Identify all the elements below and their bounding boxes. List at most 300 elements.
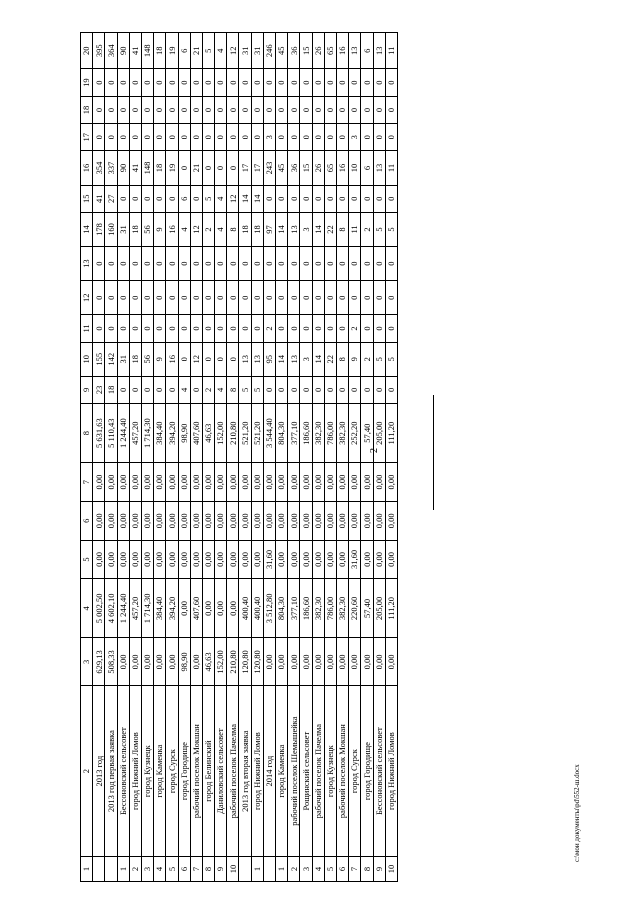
table-cell: 0 xyxy=(154,376,166,403)
table-cell: 0,00 xyxy=(349,463,361,502)
table-cell: 0,00 xyxy=(251,463,263,502)
table-cell: 0 xyxy=(154,185,166,212)
table-row xyxy=(141,33,153,882)
table-cell: 0 xyxy=(190,281,202,315)
table-cell: 0 xyxy=(190,96,202,123)
table-cell: 4 602,10 xyxy=(105,579,117,638)
table-cell: 804,30 xyxy=(276,404,288,463)
table-cell: 0 xyxy=(336,281,348,315)
table-cell: 0 xyxy=(276,185,288,212)
column-header: 2 xyxy=(81,686,93,857)
table-cell: 246 xyxy=(263,33,275,69)
table-cell: 0 xyxy=(215,69,227,96)
table-cell: 0 xyxy=(288,96,300,123)
table-cell: 0 xyxy=(227,124,239,151)
table-cell: 0 xyxy=(129,315,141,342)
table-cell: 0,00 xyxy=(263,638,275,686)
table-cell: 0 xyxy=(373,185,385,212)
table-cell: 0 xyxy=(324,124,336,151)
table-cell: 5 xyxy=(385,342,397,376)
table-cell: 0,00 xyxy=(324,638,336,686)
table-cell: 0 xyxy=(166,124,178,151)
table-cell: 0,00 xyxy=(263,463,275,502)
table-cell: 2 xyxy=(263,315,275,342)
table-cell: 19 xyxy=(166,33,178,69)
table-cell: 0 xyxy=(312,185,324,212)
table-cell: 31,60 xyxy=(263,540,275,579)
table-cell: 0 xyxy=(215,124,227,151)
table-cell: 0 xyxy=(129,185,141,212)
rotated-table-container xyxy=(80,32,640,882)
table-cell: 21 xyxy=(190,151,202,185)
table-row xyxy=(215,33,227,882)
table-cell: 0 xyxy=(251,96,263,123)
table-cell: 2 xyxy=(361,212,373,246)
table-cell: 382,30 xyxy=(336,579,348,638)
table-cell: 3 xyxy=(300,856,312,881)
table-cell: 0 xyxy=(178,96,190,123)
table-cell: 0 xyxy=(190,124,202,151)
row-name-cell: 2013 год xyxy=(93,686,105,857)
table-cell: 0,00 xyxy=(276,540,288,579)
table-cell: 3 512,80 xyxy=(263,579,275,638)
table-cell: 160 xyxy=(105,212,117,246)
table-row xyxy=(251,33,263,882)
table-row xyxy=(361,33,373,882)
table-cell: 90 xyxy=(117,151,129,185)
table-cell: 0,00 xyxy=(105,463,117,502)
table-cell: 2 xyxy=(129,856,141,881)
table-cell: 2 xyxy=(349,315,361,342)
table-cell: 18 xyxy=(239,212,251,246)
table-cell: 0 xyxy=(324,315,336,342)
table-cell: 0,00 xyxy=(385,501,397,540)
table-cell: 384,40 xyxy=(154,404,166,463)
table-row xyxy=(349,33,361,882)
table-cell: 0,00 xyxy=(312,501,324,540)
table-cell: 0,00 xyxy=(373,463,385,502)
table-cell: 14 xyxy=(276,342,288,376)
table-cell: 8 xyxy=(227,376,239,403)
table-cell: 0 xyxy=(141,315,153,342)
table-cell: 0 xyxy=(361,96,373,123)
table-cell: 0,00 xyxy=(117,463,129,502)
table-cell: 0 xyxy=(105,281,117,315)
table-cell: 0,00 xyxy=(227,501,239,540)
table-cell: 120,80 xyxy=(239,638,251,686)
table-cell: 0 xyxy=(202,281,214,315)
table-cell: 0,00 xyxy=(227,463,239,502)
table-cell: 0 xyxy=(215,247,227,281)
table-cell: 0 xyxy=(251,281,263,315)
table-cell: 364 xyxy=(105,33,117,69)
table-cell: 0 xyxy=(336,185,348,212)
table-cell: 0,00 xyxy=(251,501,263,540)
table-cell: 0,00 xyxy=(141,540,153,579)
table-cell: 0 xyxy=(385,69,397,96)
table-cell: 148 xyxy=(141,151,153,185)
table-cell: 0 xyxy=(276,69,288,96)
table-cell: 0 xyxy=(154,96,166,123)
table-cell: 11 xyxy=(349,212,361,246)
table-cell: 0,00 xyxy=(178,501,190,540)
table-cell: 31 xyxy=(251,33,263,69)
table-cell: 0 xyxy=(373,96,385,123)
table-cell: 0,00 xyxy=(215,540,227,579)
table-cell: 382,30 xyxy=(336,404,348,463)
table-cell: 0,00 xyxy=(190,501,202,540)
table-cell: 5 631,63 xyxy=(93,404,105,463)
table-cell: 0 xyxy=(324,376,336,403)
table-cell: 0,00 xyxy=(300,638,312,686)
table-cell: 0,00 xyxy=(324,501,336,540)
table-cell: 0,00 xyxy=(288,540,300,579)
table-cell: 14 xyxy=(276,212,288,246)
table-cell: 12 xyxy=(190,212,202,246)
table-cell xyxy=(263,856,275,881)
table-cell: 0 xyxy=(373,124,385,151)
table-cell: 407,60 xyxy=(190,404,202,463)
column-header: 14 xyxy=(81,212,93,246)
table-cell: 0 xyxy=(361,124,373,151)
table-cell: 10 xyxy=(385,856,397,881)
row-name-cell: рабочий поселок Мокшан xyxy=(190,686,202,857)
table-cell: 5 xyxy=(166,856,178,881)
table-cell: 0 xyxy=(373,281,385,315)
table-cell: 0 xyxy=(300,281,312,315)
table-cell: 11 xyxy=(385,151,397,185)
table-cell: 10 xyxy=(227,856,239,881)
separator-line xyxy=(433,395,434,510)
table-cell: 95 xyxy=(263,342,275,376)
table-cell: 377,10 xyxy=(288,404,300,463)
table-cell: 152,00 xyxy=(215,404,227,463)
table-cell: 18 xyxy=(251,212,263,246)
table-cell: 0 xyxy=(105,96,117,123)
table-cell: 3 xyxy=(300,342,312,376)
table-cell: 5 xyxy=(373,212,385,246)
row-name-cell: 2014 год xyxy=(263,686,275,857)
table-cell: 0 xyxy=(239,247,251,281)
column-header: 18 xyxy=(81,96,93,123)
table-row xyxy=(93,33,105,882)
table-cell: 9 xyxy=(154,212,166,246)
table-cell: 0,00 xyxy=(154,540,166,579)
table-cell: 7 xyxy=(349,856,361,881)
table-cell: 521,20 xyxy=(251,404,263,463)
table-cell: 0,00 xyxy=(215,463,227,502)
table-cell: 0 xyxy=(288,281,300,315)
table-cell: 6 xyxy=(178,856,190,881)
table-cell: 0 xyxy=(93,96,105,123)
table-row xyxy=(227,33,239,882)
table-cell: 0,00 xyxy=(385,463,397,502)
table-cell: 0 xyxy=(385,376,397,403)
table-row xyxy=(166,33,178,882)
table-cell: 5 xyxy=(202,33,214,69)
table-cell: 0 xyxy=(117,69,129,96)
table-cell: 0,00 xyxy=(105,501,117,540)
table-cell: 0 xyxy=(312,96,324,123)
table-cell: 0,00 xyxy=(276,501,288,540)
table-cell: 8 xyxy=(202,856,214,881)
table-cell: 0 xyxy=(263,281,275,315)
table-cell: 0 xyxy=(117,281,129,315)
table-cell: 98,90 xyxy=(178,404,190,463)
table-cell: 0 xyxy=(251,124,263,151)
table-cell: 45 xyxy=(276,33,288,69)
table-cell: 5 xyxy=(251,376,263,403)
table-cell: 0 xyxy=(276,315,288,342)
table-cell: 0,00 xyxy=(166,540,178,579)
table-cell: 0 xyxy=(166,96,178,123)
row-name-cell: город Нижний Ломов xyxy=(385,686,397,857)
table-cell: 0,00 xyxy=(361,501,373,540)
table-cell: 0 xyxy=(202,124,214,151)
row-name-cell: город Кузнецк xyxy=(324,686,336,857)
table-cell: 111,20 xyxy=(385,579,397,638)
table-cell: 0 xyxy=(263,185,275,212)
table-cell: 46,63 xyxy=(202,638,214,686)
table-row xyxy=(178,33,190,882)
table-cell: 13 xyxy=(349,33,361,69)
table-cell: 0 xyxy=(288,185,300,212)
table-cell: 0 xyxy=(166,281,178,315)
table-cell: 0 xyxy=(373,69,385,96)
row-name-cell: рабочий поселок Пачелма xyxy=(312,686,324,857)
table-cell: 6 xyxy=(178,33,190,69)
table-cell: 0 xyxy=(385,185,397,212)
table-cell: 0,00 xyxy=(361,463,373,502)
table-row xyxy=(190,33,202,882)
table-cell: 0 xyxy=(324,281,336,315)
table-cell: 407,60 xyxy=(190,579,202,638)
table-cell: 9 xyxy=(215,856,227,881)
table-cell: 0 xyxy=(215,151,227,185)
table-cell: 0 xyxy=(385,281,397,315)
table-row xyxy=(385,33,397,882)
table-cell: 16 xyxy=(166,212,178,246)
table-cell: 0,00 xyxy=(129,638,141,686)
table-cell: 0 xyxy=(227,96,239,123)
table-cell: 382,30 xyxy=(312,404,324,463)
table-cell: 5 110,43 xyxy=(105,404,117,463)
table-cell: 0 xyxy=(166,376,178,403)
table-cell: 0 xyxy=(324,69,336,96)
table-cell: 0 xyxy=(202,96,214,123)
table-cell: 0,00 xyxy=(190,540,202,579)
table-row xyxy=(105,33,117,882)
table-cell: 0,00 xyxy=(215,501,227,540)
table-cell: 0 xyxy=(239,69,251,96)
table-cell: 0,00 xyxy=(239,501,251,540)
table-cell: 0,00 xyxy=(300,501,312,540)
table-cell: 0 xyxy=(385,315,397,342)
table-cell: 0,00 xyxy=(129,501,141,540)
table-cell: 111,20 xyxy=(385,404,397,463)
table-cell: 56 xyxy=(141,342,153,376)
table-cell: 18 xyxy=(154,33,166,69)
table-cell: 4 xyxy=(312,856,324,881)
table-cell: 0 xyxy=(93,124,105,151)
table-row xyxy=(288,33,300,882)
table-cell: 0 xyxy=(300,247,312,281)
table-cell: 0,00 xyxy=(178,540,190,579)
column-header: 10 xyxy=(81,342,93,376)
table-cell: 0 xyxy=(141,247,153,281)
table-cell: 210,80 xyxy=(227,404,239,463)
table-cell: 0 xyxy=(276,247,288,281)
row-name-cell: город Кузнецк xyxy=(141,686,153,857)
table-cell: 13 xyxy=(239,342,251,376)
table-cell: 0,00 xyxy=(385,638,397,686)
table-cell: 804,30 xyxy=(276,579,288,638)
table-cell: 0 xyxy=(324,185,336,212)
table-cell: 0 xyxy=(215,342,227,376)
table-cell: 0 xyxy=(336,124,348,151)
table-cell: 4 xyxy=(215,185,227,212)
table-cell: 0,00 xyxy=(312,638,324,686)
column-header: 12 xyxy=(81,281,93,315)
table-cell: 0,00 xyxy=(288,638,300,686)
table-cell: 354 xyxy=(93,151,105,185)
table-cell: 0 xyxy=(154,315,166,342)
table-cell: 394,20 xyxy=(166,404,178,463)
table-cell: 0 xyxy=(227,69,239,96)
row-name-cell: город Каменка xyxy=(154,686,166,857)
table-cell: 4 xyxy=(215,212,227,246)
table-cell: 0 xyxy=(349,247,361,281)
table-cell: 786,00 xyxy=(324,579,336,638)
table-cell: 0,00 xyxy=(361,540,373,579)
table-cell: 0 xyxy=(263,96,275,123)
table-cell: 0,00 xyxy=(93,501,105,540)
table-cell: 0 xyxy=(141,281,153,315)
table-cell: 26 xyxy=(312,151,324,185)
table-cell: 0,00 xyxy=(288,463,300,502)
table-cell: 1 244,40 xyxy=(117,579,129,638)
table-cell: 0,00 xyxy=(373,501,385,540)
table-cell: 0 xyxy=(361,247,373,281)
table-cell: 0 xyxy=(154,281,166,315)
table-cell: 0 xyxy=(385,96,397,123)
column-header: 17 xyxy=(81,124,93,151)
table-cell: 0 xyxy=(324,96,336,123)
column-header: 8 xyxy=(81,404,93,463)
table-cell: 0 xyxy=(276,96,288,123)
row-name-cell: город Нижний Ломов xyxy=(129,686,141,857)
column-header: 4 xyxy=(81,579,93,638)
table-cell: 0,00 xyxy=(336,501,348,540)
table-cell: 0 xyxy=(154,247,166,281)
table-cell: 0,00 xyxy=(166,463,178,502)
table-cell: 0 xyxy=(361,376,373,403)
table-cell: 0,00 xyxy=(190,638,202,686)
table-cell: 0 xyxy=(349,96,361,123)
table-cell: 0 xyxy=(349,376,361,403)
column-header: 11 xyxy=(81,315,93,342)
table-cell: 12 xyxy=(190,342,202,376)
column-header: 15 xyxy=(81,185,93,212)
table-row xyxy=(154,33,166,882)
table-cell: 457,20 xyxy=(129,579,141,638)
table-cell: 0 xyxy=(190,376,202,403)
table-cell: 0 xyxy=(190,185,202,212)
table-cell: 0,00 xyxy=(105,540,117,579)
table-cell: 0,00 xyxy=(141,463,153,502)
table-cell: 0 xyxy=(93,281,105,315)
table-row xyxy=(117,33,129,882)
table-cell: 13 xyxy=(288,212,300,246)
table-cell: 0 xyxy=(336,376,348,403)
table-cell: 14 xyxy=(312,342,324,376)
table-cell: 45 xyxy=(276,151,288,185)
table-cell: 0 xyxy=(190,247,202,281)
table-cell: 6 xyxy=(178,185,190,212)
table-cell: 5 xyxy=(202,185,214,212)
table-cell: 337 xyxy=(105,151,117,185)
table-cell: 0,00 xyxy=(117,540,129,579)
table-cell: 0,00 xyxy=(276,638,288,686)
table-cell: 0,00 xyxy=(202,579,214,638)
table-cell: 0 xyxy=(166,185,178,212)
table-cell: 0 xyxy=(276,281,288,315)
table-cell: 0,00 xyxy=(215,579,227,638)
table-cell: 31,60 xyxy=(349,540,361,579)
table-cell: 0 xyxy=(373,247,385,281)
table-cell: 0 xyxy=(105,315,117,342)
table-row xyxy=(202,33,214,882)
table-cell: 0 xyxy=(93,69,105,96)
table-cell: 0 xyxy=(239,281,251,315)
table-cell: 0,00 xyxy=(336,540,348,579)
table-cell: 0 xyxy=(129,376,141,403)
table-cell: 0 xyxy=(141,376,153,403)
table-cell: 2 xyxy=(361,342,373,376)
row-name-cell: Рощинский сельсовет xyxy=(300,686,312,857)
table-cell: 15 xyxy=(300,33,312,69)
table-cell: 0 xyxy=(385,247,397,281)
table-row xyxy=(263,33,275,882)
table-row xyxy=(300,33,312,882)
table-cell xyxy=(105,856,117,881)
table-cell: 2 xyxy=(288,856,300,881)
table-cell: 0 xyxy=(105,247,117,281)
table-cell: 1 xyxy=(276,856,288,881)
table-cell: 0 xyxy=(227,281,239,315)
table-cell: 0 xyxy=(336,315,348,342)
table-row xyxy=(324,33,336,882)
table-cell: 0 xyxy=(336,247,348,281)
column-header: 3 xyxy=(81,638,93,686)
table-cell: 5 xyxy=(239,376,251,403)
table-cell: 9 xyxy=(373,856,385,881)
table-cell: 0 xyxy=(227,151,239,185)
table-cell: 8 xyxy=(361,856,373,881)
table-cell: 6 xyxy=(361,151,373,185)
table-cell: 186,60 xyxy=(300,579,312,638)
table-row xyxy=(336,33,348,882)
table-cell: 0,00 xyxy=(336,463,348,502)
table-cell: 0 xyxy=(263,376,275,403)
row-name-cell: город Сурск xyxy=(166,686,178,857)
table-cell: 4 xyxy=(154,856,166,881)
table-cell: 0,00 xyxy=(117,638,129,686)
table-cell: 0 xyxy=(239,96,251,123)
row-name-cell: город Сурск xyxy=(349,686,361,857)
table-cell: 0 xyxy=(227,315,239,342)
table-cell: 3 544,40 xyxy=(263,404,275,463)
